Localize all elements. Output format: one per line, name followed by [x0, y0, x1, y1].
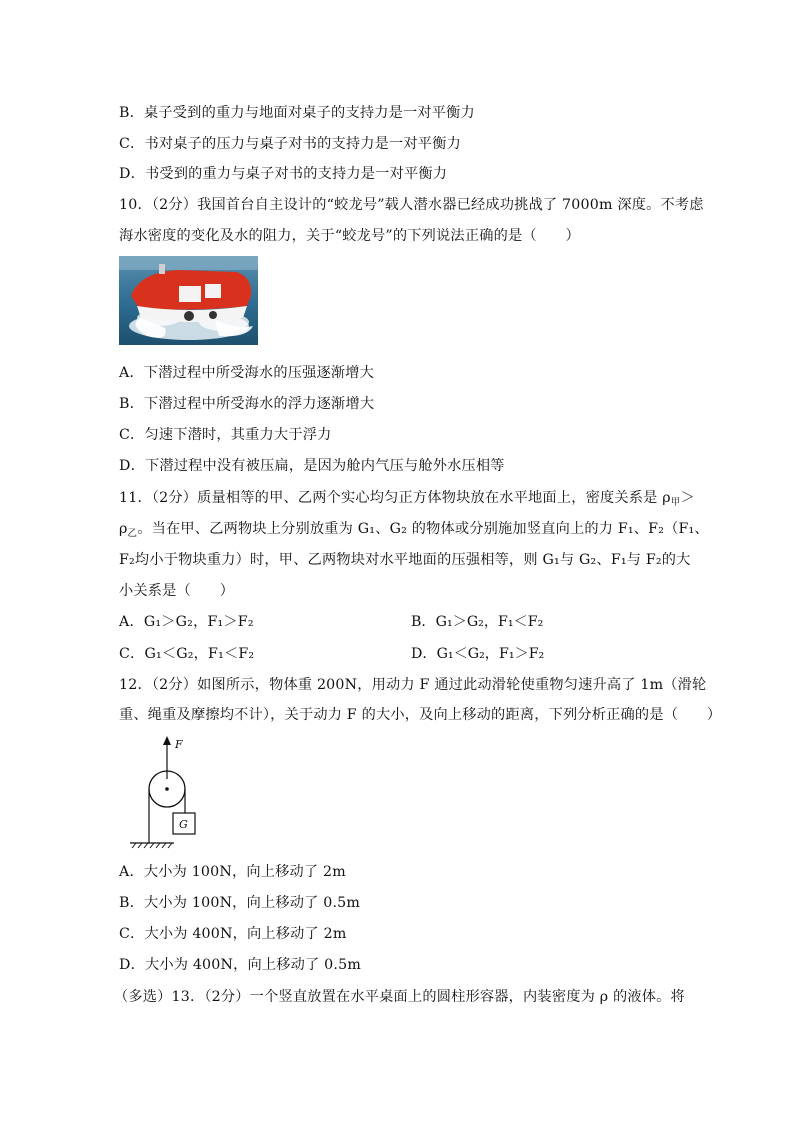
q10-stem-line1: 10．（2分）我国首台自主设计的“蛟龙号”载人潜水器已经成功挑战了 7000m 深度。不考虑 — [119, 197, 704, 213]
q9-option-d: D．书受到的重力与桌子对书的支持力是一对平衡力 — [119, 166, 448, 182]
q11-stem-line1-text: 11．（2分）质量相等的甲、乙两个实心均匀正方体物块放在水平地面上，密度关系是 ρ — [119, 490, 671, 506]
submarine-photo-graphic — [119, 256, 258, 345]
q11-rho-sub-yi: 乙 — [127, 528, 138, 539]
q11-option-d: D．G₁＜G₂，F₁＞F₂ — [411, 646, 545, 662]
q10-stem-line2: 海水密度的变化及水的阻力，关于“蛟龙号”的下列说法正确的是（ ） — [119, 228, 580, 244]
q11-stem-line1 — [119, 488, 695, 508]
q11-option-a: A．G₁＞G₂，F₁＞F₂ — [119, 614, 254, 630]
q11-option-c: C．G₁＜G₂，F₁＜F₂ — [119, 646, 255, 662]
q12-option-c: C．大小为 400N，向上移动了 2m — [119, 926, 347, 942]
submarine-photo — [119, 256, 258, 345]
pulley-diagram — [130, 733, 210, 853]
q12-option-a: A．大小为 100N，向上移动了 2m — [119, 864, 346, 880]
q11-stem-line2-start: ρ — [119, 521, 128, 537]
q11-stem-line2-text: 。当在甲、乙两物块上分别放重为 G₁、G₂ 的物体或分别施加竖直向上的力 F₁、F₂（F₁、 — [137, 521, 709, 537]
q10-option-d: D．下潜过程中没有被压扁，是因为舱内气压与舱外水压相等 — [119, 458, 505, 474]
q9-option-c: C．书对桌子的压力与桌子对书的支持力是一对平衡力 — [119, 136, 461, 152]
q9-option-b: B．桌子受到的重力与地面对桌子的支持力是一对平衡力 — [119, 105, 475, 121]
pulley-force-label: F — [175, 738, 183, 751]
q10-option-c: C．匀速下潜时，其重力大于浮力 — [119, 427, 332, 443]
q11-stem-line4: 小关系是（ ） — [119, 583, 235, 599]
q12-option-b: B．大小为 100N，向上移动了 0.5m — [119, 895, 361, 911]
q11-stem-line3: F₂均小于物块重力）时，甲、乙两物块对水平地面的压强相等，则 G₁与 G₂、F₁与 F₂的大 — [119, 552, 691, 568]
q12-stem-line1: 12．（2分）如图所示，物体重 200N，用动力 F 通过此动滑轮使重物匀速升高了 1m（滑轮 — [119, 677, 707, 693]
q11-option-b: B．G₁＞G₂，F₁＜F₂ — [411, 614, 544, 630]
q11-stem-line2 — [119, 519, 709, 539]
q12-stem-line2: 重、绳重及摩擦均不计），关于动力 F 的大小，及向上移动的距离，下列分析正确的是（ ） — [119, 707, 722, 723]
q11-stem-line1-end: ＞ — [680, 490, 695, 506]
q12-option-d: D．大小为 400N，向上移动了 0.5m — [119, 957, 361, 973]
q13-stem-line1: （多选）13．（2分）一个竖直放置在水平桌面上的圆柱形容器，内装密度为 ρ 的液体。将 — [114, 989, 685, 1005]
q10-option-a: A．下潜过程中所受海水的压强逐渐增大 — [119, 365, 375, 381]
pulley-diagram-graphic — [130, 733, 210, 853]
pulley-weight-label: G — [179, 818, 188, 831]
q10-option-b: B．下潜过程中所受海水的浮力逐渐增大 — [119, 396, 375, 412]
q11-rho-sub-jia: 甲 — [670, 497, 681, 508]
